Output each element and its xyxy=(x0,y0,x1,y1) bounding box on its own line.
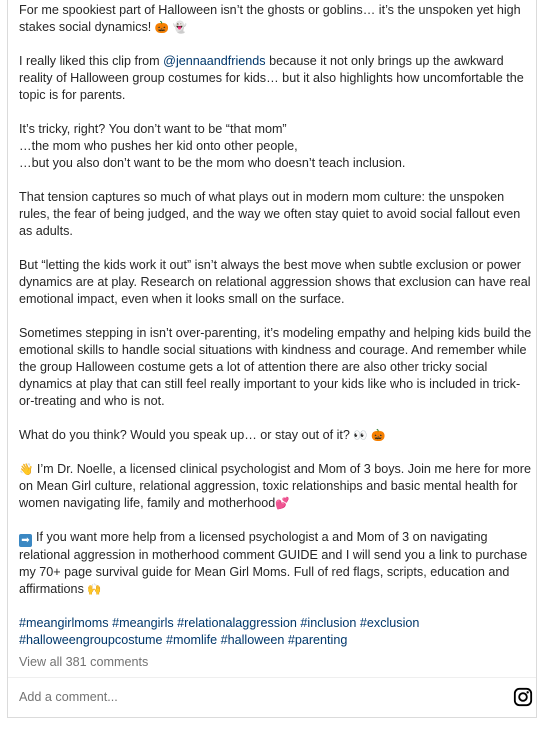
instagram-icon[interactable] xyxy=(513,687,533,707)
raising-hands-emoji-icon: 🙌 xyxy=(87,582,102,596)
hearts-emoji-icon: 💕 xyxy=(275,496,290,510)
caption-paragraph-2 xyxy=(19,53,533,104)
caption-paragraph-9 xyxy=(19,529,533,598)
mention-link[interactable]: @jennaandfriends xyxy=(163,54,266,68)
caption-paragraph-6: Sometimes stepping in isn’t over-parenting, it’s modeling empathy and helping kids build the emotional skills to handle social situations with kindness and courage. And remember while the group Halloween costume gets a lot of attention there are also other tricky social dynamics at play that can still feel really important to your kids like who is included in trick-or-treating and who is not. xyxy=(19,326,532,408)
divider xyxy=(8,677,536,678)
caption-paragraph-8 xyxy=(19,461,533,512)
caption-paragraph-4: That tension captures so much of what plays out in modern mom culture: the unspoken rules, the fear of being judged, and the way we often stay quiet to avoid social fallout even as adults. xyxy=(19,190,521,238)
caption-text: For me spookiest part of Halloween isn’t the ghosts or goblins… it’s the unspoken yet high stakes social dynamics! xyxy=(19,3,521,34)
waving-hand-emoji-icon: 👋 xyxy=(19,462,34,476)
caption-text: I really liked this clip from xyxy=(19,54,164,68)
caption-text: …but you also don’t want to be the mom who doesn’t teach inclusion. xyxy=(19,156,406,170)
caption-paragraph-1 xyxy=(19,2,533,36)
add-comment-input[interactable] xyxy=(19,685,489,709)
caption-paragraph-7 xyxy=(19,427,533,444)
post-caption xyxy=(19,2,533,671)
caption-paragraph-3 xyxy=(19,121,533,172)
caption-text: because it not only brings up the awkward reality of Halloween group costumes for kids… but it also highlights how uncomfortable the topic is for parents. xyxy=(19,54,524,102)
caption-text: I’m Dr. Noelle, a licensed clinical psychologist and Mom of 3 boys. Join me here for more on Mean Girl culture, relational aggression, toxic relationships and basic mental health for women navigating life, family and motherhood xyxy=(19,462,531,510)
caption-text: It’s tricky, right? You don’t want to be “that mom” xyxy=(19,122,287,136)
pumpkin-ghost-emoji-icon: 🎃 👻 xyxy=(154,20,188,34)
comment-bar xyxy=(19,685,533,709)
post-card xyxy=(7,0,537,718)
caption-text: If you want more help from a licensed psychologist a and Mom of 3 on navigating relational aggression in motherhood comment GUIDE and I will send you a link to purchase my 70+ page survival guide for Mean Girl Moms. Full of red flags, scripts, education and affirmations xyxy=(19,530,528,596)
caption-paragraph-5: But “letting the kids work it out” isn’t always the best move when subtle exclusion or power dynamics are at play. Research on relational aggression shows that exclusion can have real emotional impact, even when it looks small on the surface. xyxy=(19,258,531,306)
eyes-pumpkin-emoji-icon: 👀 🎃 xyxy=(353,428,386,442)
view-all-comments-link[interactable]: View all 381 comments xyxy=(19,655,149,669)
caption-text: …the mom who pushes her kid onto other people, xyxy=(19,139,298,153)
hashtags[interactable]: #meangirlmoms #meangirls #relationalaggression #inclusion #exclusion #halloweengroupcostume #momlife #halloween #parenting xyxy=(19,616,420,647)
caption-text: What do you think? Would you speak up… or stay out of it? xyxy=(19,428,350,442)
right-arrow-emoji-icon: ➡ xyxy=(19,534,32,547)
